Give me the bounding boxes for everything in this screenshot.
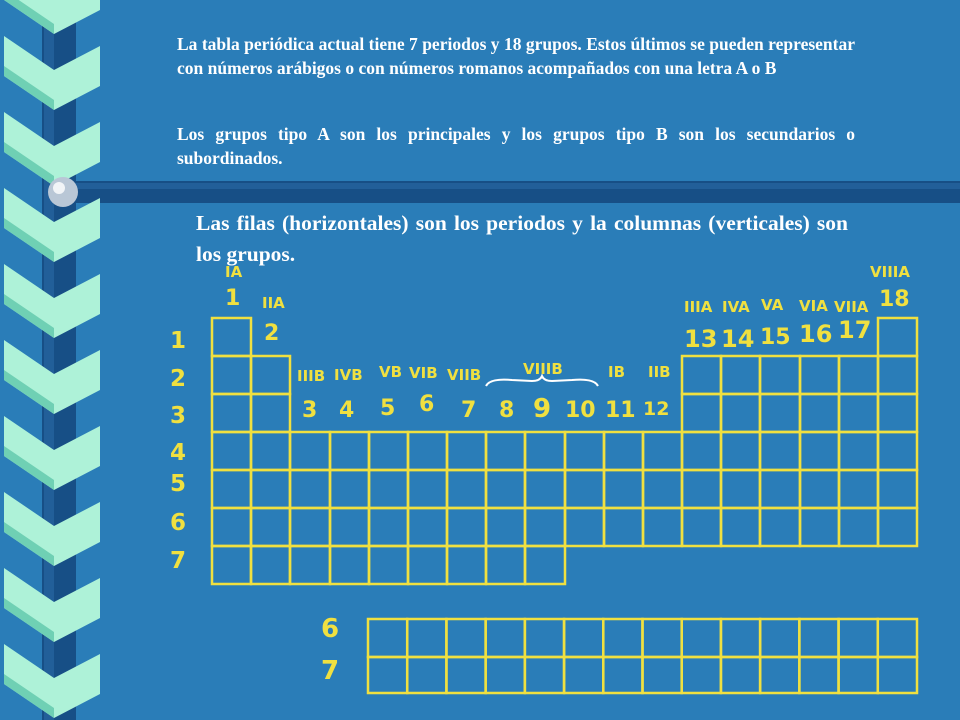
element-cell [212, 470, 251, 508]
f-block-cell [564, 619, 603, 657]
element-cell [486, 508, 525, 546]
group-roman-label: VB [379, 363, 403, 381]
f-block-cell [760, 657, 799, 693]
element-cell [525, 432, 565, 470]
group-roman-label: IA [225, 263, 243, 281]
period-label: 4 [170, 440, 187, 466]
group-number-label: 9 [533, 394, 552, 424]
element-cell [447, 470, 486, 508]
element-cell [330, 546, 369, 584]
element-cell [721, 470, 760, 508]
group-roman-label: IIA [262, 294, 285, 312]
group-roman-label: VIIB [447, 366, 482, 384]
group-roman-label: IIIA [684, 298, 713, 316]
element-cell [721, 508, 760, 546]
element-cell [878, 394, 917, 432]
element-cell [721, 356, 760, 394]
f-block-cell [407, 657, 446, 693]
period-label: 1 [170, 328, 187, 354]
group-number-label: 10 [565, 398, 596, 423]
f-block-cell [839, 657, 878, 693]
element-cell [251, 394, 290, 432]
f-block-cell [721, 619, 760, 657]
f-block-cell [446, 619, 485, 657]
element-cell [682, 394, 721, 432]
element-cell [565, 508, 604, 546]
element-cell [878, 508, 917, 546]
horizontal-bar-highlight [60, 183, 960, 189]
element-cell [290, 546, 330, 584]
element-cell [525, 546, 565, 584]
element-cell [369, 432, 408, 470]
element-cell [643, 470, 682, 508]
element-cell [878, 318, 917, 356]
group-number-label: 4 [339, 398, 355, 423]
f-block-cell [368, 619, 407, 657]
group-roman-label: VIB [409, 364, 438, 382]
f-block-cell [486, 657, 525, 693]
element-cell [565, 432, 604, 470]
element-cell [721, 394, 760, 432]
element-cell [800, 508, 839, 546]
f-block-cell [564, 657, 603, 693]
element-cell [447, 432, 486, 470]
f-block-cell [839, 619, 878, 657]
element-cell [604, 432, 643, 470]
element-cell [839, 470, 878, 508]
bottom-period-label: 6 [321, 614, 340, 644]
element-cell [251, 356, 290, 394]
element-cell [251, 508, 290, 546]
group-roman-label: VIA [799, 297, 828, 315]
group-roman-label: IVA [722, 298, 750, 316]
group-roman-label: IB [608, 363, 626, 381]
element-cell [251, 546, 290, 584]
element-cell [800, 356, 839, 394]
group-roman-label: VIIIA [870, 263, 910, 281]
element-cell [212, 318, 251, 356]
element-cell [878, 432, 917, 470]
element-cell [565, 470, 604, 508]
group-roman-label: IVB [334, 366, 363, 384]
element-cell [760, 508, 800, 546]
element-cell [839, 356, 878, 394]
element-cell [643, 432, 682, 470]
group-roman-label: IIB [648, 363, 671, 381]
group-number-label: 5 [380, 396, 396, 421]
f-block-cell [682, 619, 721, 657]
element-cell [839, 432, 878, 470]
element-cell [800, 470, 839, 508]
element-cell [486, 470, 525, 508]
element-cell [525, 508, 565, 546]
f-block-cell [643, 619, 682, 657]
element-cell [878, 470, 917, 508]
element-cell [760, 356, 800, 394]
f-block-cell [407, 619, 446, 657]
element-cell [251, 432, 290, 470]
rows-columns-paragraph: Las filas (horizontales) son los periodos y la columnas (verticales) son los grupos. [196, 211, 848, 266]
bottom-period-label: 7 [321, 656, 340, 686]
group-number-label: 12 [643, 398, 670, 420]
element-cell [447, 546, 486, 584]
f-block-cell [603, 619, 642, 657]
f-block-cell [682, 657, 721, 693]
group-types-paragraph: Los grupos tipo A son los principales y los grupos tipo B son los secundarios o subordinados. [177, 124, 855, 168]
period-label: 6 [170, 510, 187, 536]
element-cell [839, 508, 878, 546]
period-label: 5 [170, 471, 187, 497]
group-number-label: 14 [721, 325, 755, 353]
group-roman-label: VIIIB [523, 360, 563, 378]
group-number-label: 18 [879, 287, 910, 312]
f-block-cell [525, 619, 564, 657]
f-block-cell [368, 657, 407, 693]
f-block-cell [603, 657, 642, 693]
f-block-cell [525, 657, 564, 693]
element-cell [525, 470, 565, 508]
element-cell [369, 508, 408, 546]
f-block-cell [721, 657, 760, 693]
group-number-label: 16 [799, 320, 833, 348]
element-cell [212, 508, 251, 546]
group-number-label: 15 [760, 325, 791, 350]
group-number-label: 1 [225, 286, 241, 311]
element-cell [721, 432, 760, 470]
element-cell [408, 546, 447, 584]
element-cell [408, 508, 447, 546]
group-number-label: 13 [684, 325, 718, 353]
element-cell [212, 546, 251, 584]
element-cell [330, 470, 369, 508]
element-cell [408, 470, 447, 508]
group-number-label: 3 [302, 398, 318, 423]
group-roman-label: VA [761, 296, 784, 314]
element-cell [682, 470, 721, 508]
element-cell [290, 432, 330, 470]
element-cell [604, 470, 643, 508]
period-label: 3 [170, 403, 187, 429]
f-block-cell [486, 619, 525, 657]
bar-joint-knob-shine [53, 182, 65, 194]
group-number-label: 11 [605, 398, 636, 423]
element-cell [486, 546, 525, 584]
f-block-cell [760, 619, 799, 657]
f-block-cell [643, 657, 682, 693]
element-cell [800, 432, 839, 470]
element-cell [330, 432, 369, 470]
element-cell [839, 394, 878, 432]
group-roman-label: VIIA [834, 298, 869, 316]
element-cell [369, 470, 408, 508]
element-cell [682, 508, 721, 546]
element-cell [800, 394, 839, 432]
element-cell [212, 394, 251, 432]
element-cell [760, 470, 800, 508]
f-block-cell [799, 657, 838, 693]
element-cell [408, 432, 447, 470]
group-roman-label: IIIB [297, 367, 326, 385]
element-cell [760, 432, 800, 470]
element-cell [290, 470, 330, 508]
element-cell [212, 356, 251, 394]
period-label: 7 [170, 548, 187, 574]
element-cell [760, 394, 800, 432]
group-number-label: 6 [419, 392, 435, 417]
element-cell [369, 546, 408, 584]
element-cell [682, 356, 721, 394]
intro-paragraph: La tabla periódica actual tiene 7 periodos y 18 grupos. Estos últimos se pueden representar con números arábigos o con números romanos acompañados con una letra A o B [177, 34, 855, 78]
element-cell [330, 508, 369, 546]
element-cell [447, 508, 486, 546]
f-block-cell [878, 619, 917, 657]
element-cell [212, 432, 251, 470]
element-cell [643, 508, 682, 546]
group-number-label: 7 [461, 398, 477, 423]
group-number-label: 2 [264, 321, 280, 346]
element-cell [604, 508, 643, 546]
period-label: 2 [170, 366, 187, 392]
group-number-label: 17 [838, 316, 872, 344]
f-block-cell [878, 657, 917, 693]
group-number-label: 8 [499, 398, 515, 423]
element-cell [251, 470, 290, 508]
element-cell [682, 432, 721, 470]
element-cell [878, 356, 917, 394]
element-cell [290, 508, 330, 546]
f-block-cell [446, 657, 485, 693]
element-cell [486, 432, 525, 470]
f-block-cell [799, 619, 838, 657]
